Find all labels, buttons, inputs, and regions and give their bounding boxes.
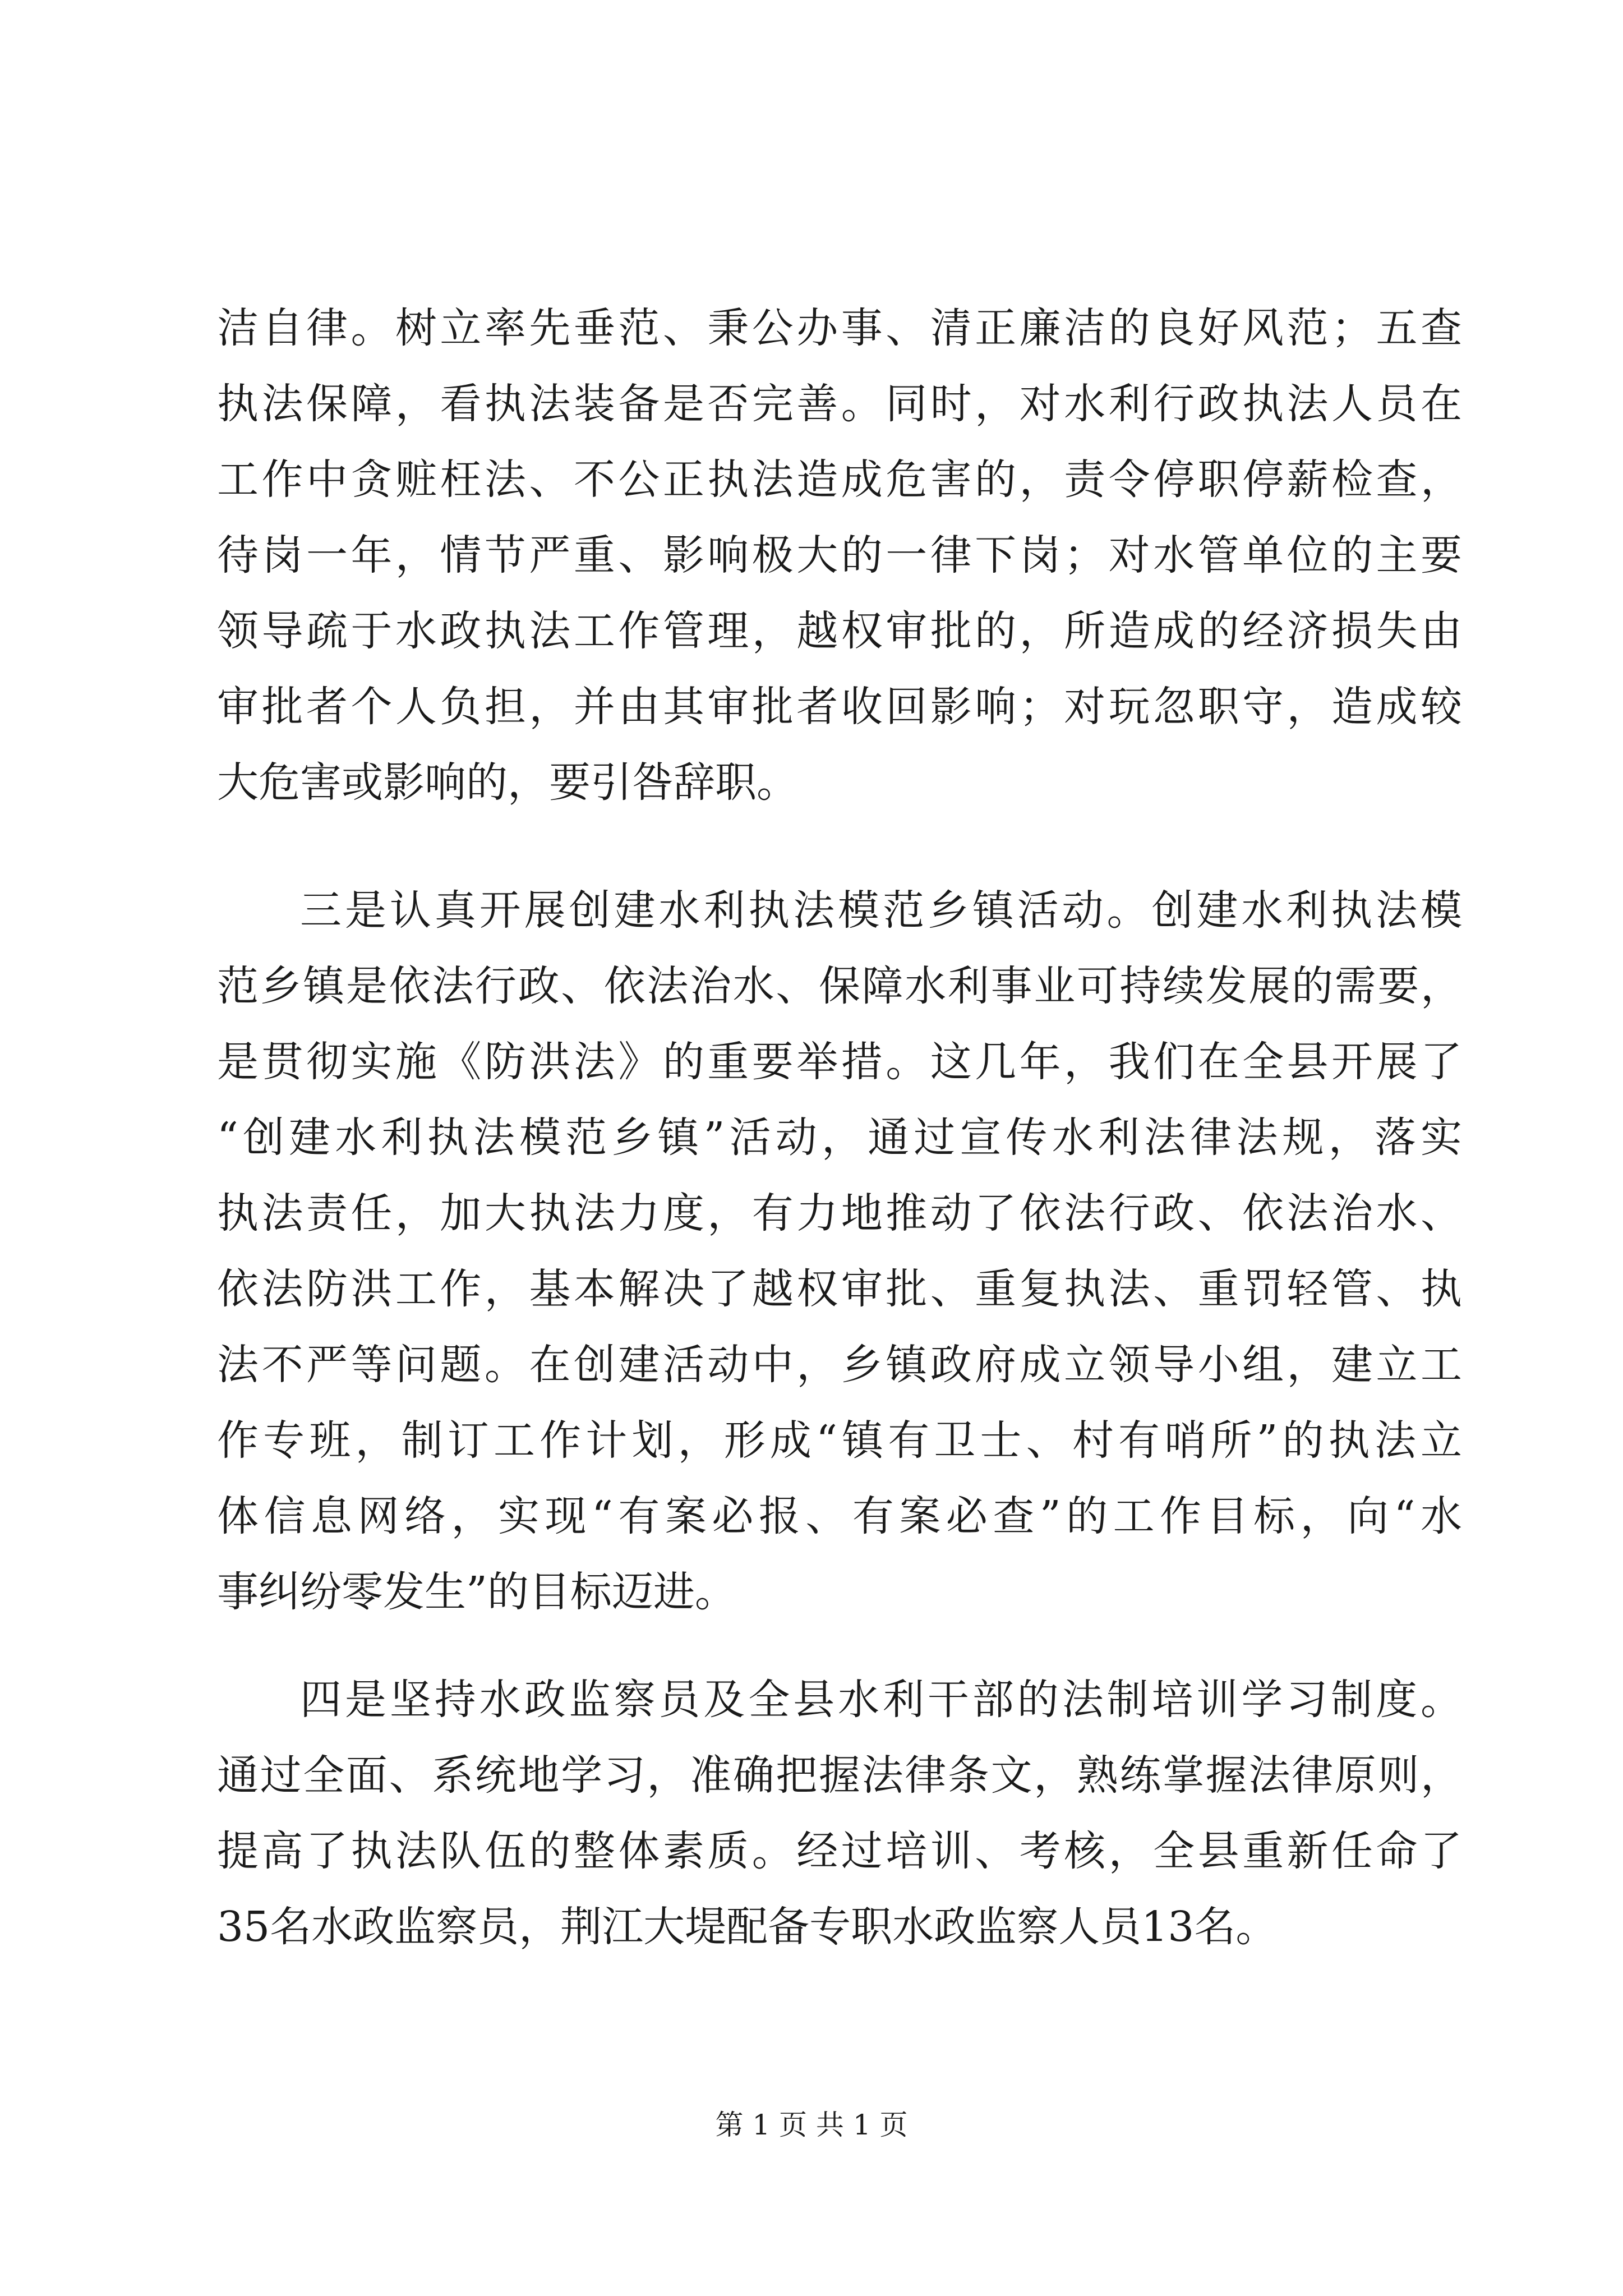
text-line: 事纠纷零发生”的目标迈进。 (217, 1568, 736, 1616)
text-line: 依法防洪工作，基本解决了越权审批、重复执法、重罚轻管、执 (217, 1265, 1462, 1313)
text-line: 作专班，制订工作计划，形成“镇有卫士、村有哨所”的执法立 (217, 1416, 1462, 1465)
text-line: 工作中贪赃枉法、不公正执法造成危害的，责令停职停薪检查， (217, 455, 1462, 504)
text-line: 是贯彻实施《防洪法》的重要举措。这几年，我们在全县开展了 (217, 1038, 1462, 1086)
text-line: 大危害或影响的，要引咎辞职。 (217, 758, 798, 807)
page-footer: 第 1 页 共 1 页 (715, 2109, 908, 2141)
text-line: 待岗一年，情节严重、影响极大的一律下岗；对水管单位的主要 (217, 531, 1462, 579)
text-line: 执法保障，看执法装备是否完善。同时，对水利行政执法人员在 (217, 380, 1462, 428)
text-line: 法不严等问题。在创建活动中，乡镇政府成立领导小组，建立工 (217, 1341, 1462, 1389)
text-line: 35名水政监察员，荆江大堤配备专职水政监察人员13名。 (217, 1903, 1278, 1951)
text-line: 提高了执法队伍的整体素质。经过培训、考核，全县重新任命了 (217, 1827, 1462, 1875)
text-line: 执法责任，加大执法力度，有力地推动了依法行政、依法治水、 (217, 1189, 1462, 1237)
text-line: 体信息网络，实现“有案必报、有案必查”的工作目标，向“水 (217, 1492, 1462, 1540)
text-line: 范乡镇是依法行政、依法治水、保障水利事业可持续发展的需要， (217, 962, 1462, 1010)
text-line: “创建水利执法模范乡镇”活动，通过宣传水利法律法规，落实 (217, 1114, 1462, 1162)
text-line: 洁自律。树立率先垂范、秉公办事、清正廉洁的良好风范；五查 (217, 304, 1462, 352)
text-line: 三是认真开展创建水利执法模范乡镇活动。创建水利执法模 (300, 886, 1462, 935)
text-line: 审批者个人负担，并由其审批者收回影响；对玩忽职守，造成较 (217, 683, 1462, 731)
text-line: 通过全面、系统地学习，准确把握法律条文，熟练掌握法律原则， (217, 1751, 1462, 1800)
text-line: 领导疏于水政执法工作管理，越权审批的，所造成的经济损失由 (217, 607, 1462, 655)
text-line: 四是坚持水政监察员及全县水利干部的法制培训学习制度。 (300, 1676, 1462, 1724)
